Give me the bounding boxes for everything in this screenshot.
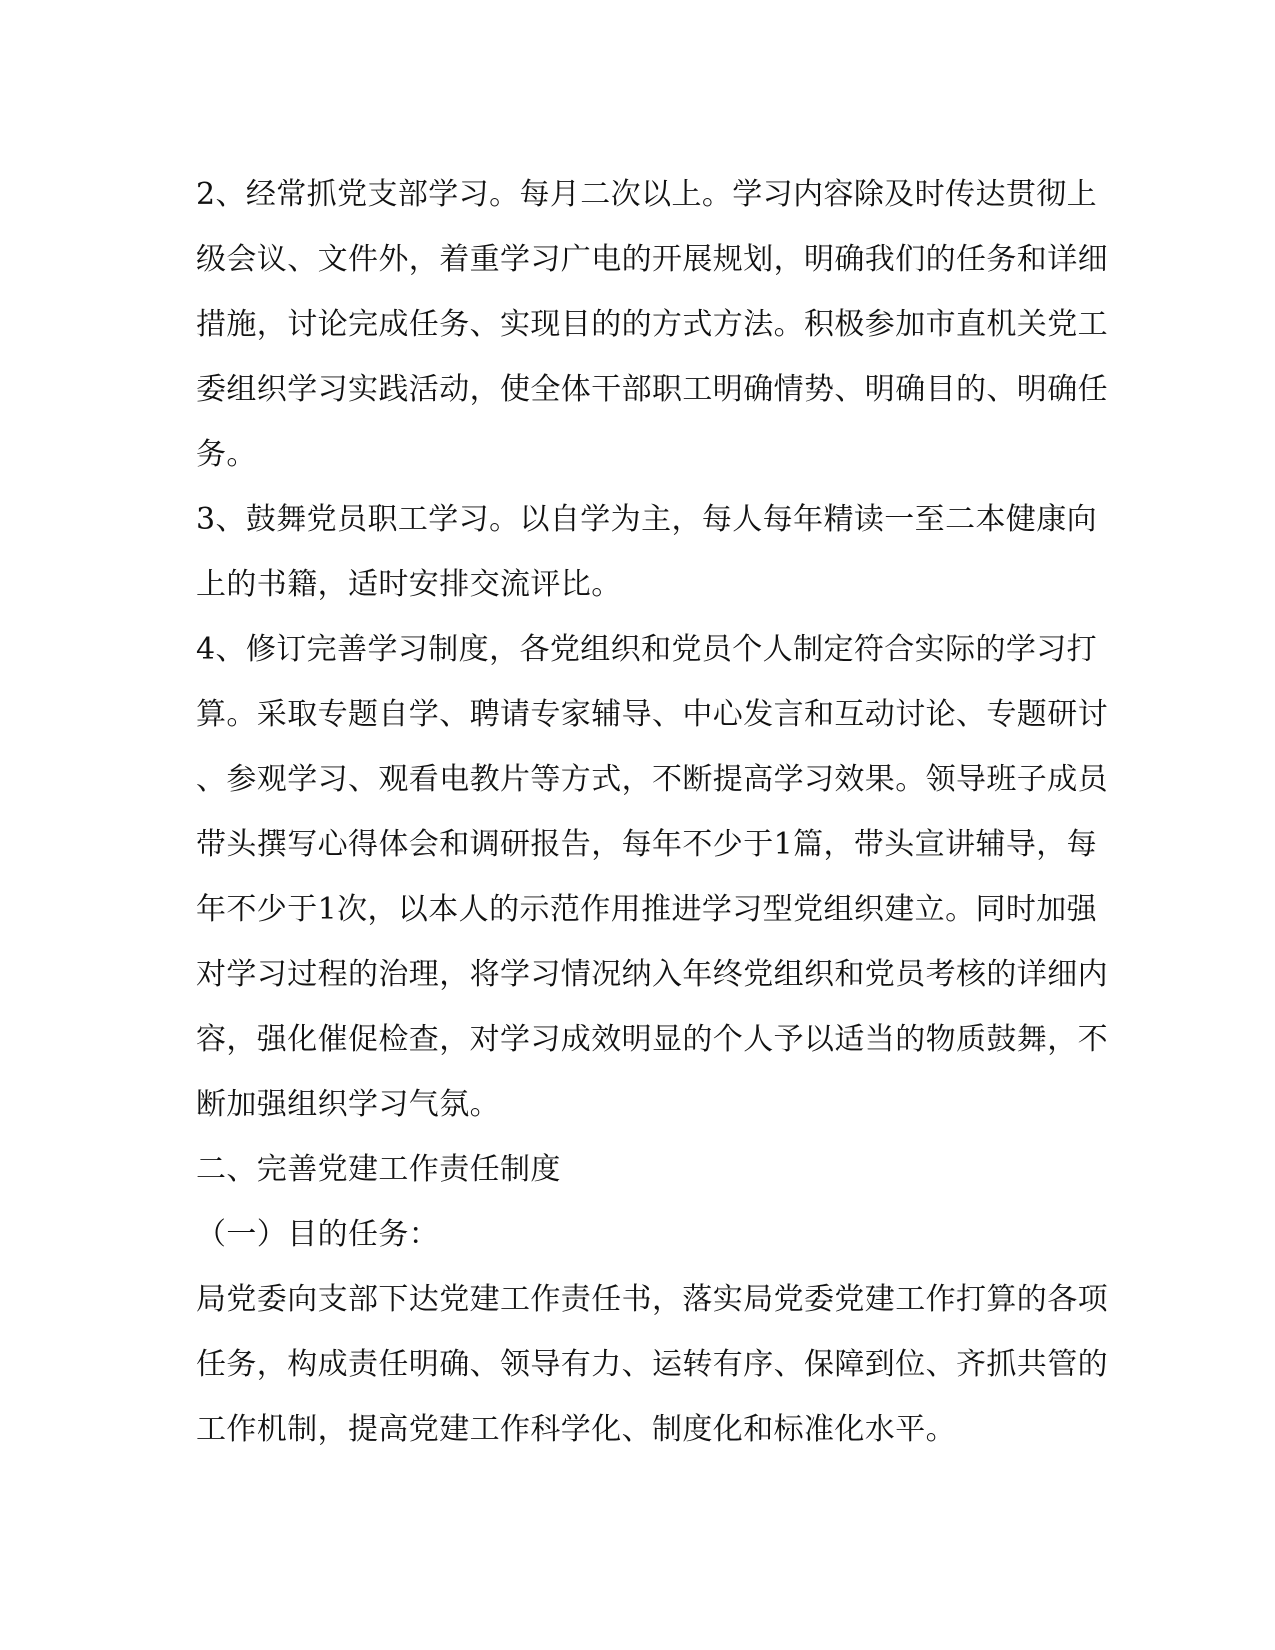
text-line: 工作机制，提高党建工作科学化、制度化和标准化水平。: [196, 1412, 956, 1447]
text-line: 任务，构成责任明确、领导有力、运转有序、保障到位、齐抓共管的: [196, 1347, 1108, 1382]
text-line: 容，强化催促检查，对学习成效明显的个人予以适当的物质鼓舞，不: [196, 1022, 1108, 1057]
text-line: 2、经常抓党支部学习。每月二次以上。学习内容除及时传达贯彻上: [196, 177, 1098, 212]
text-line: 局党委向支部下达党建工作责任书，落实局党委党建工作打算的各项: [196, 1282, 1108, 1317]
text-line: 4、修订完善学习制度，各党组织和党员个人制定符合实际的学习打: [196, 632, 1098, 667]
text-line: 上的书籍，适时安排交流评比。: [196, 567, 622, 602]
text-line: 措施，讨论完成任务、实现目的的方式方法。积极参加市直机关党工: [196, 307, 1108, 342]
subsection-heading: （一）目的任务：: [196, 1217, 440, 1252]
text-line: 对学习过程的治理，将学习情况纳入年终党组织和党员考核的详细内: [196, 957, 1108, 992]
document-body: [196, 162, 1108, 1462]
text-line: 务。: [196, 437, 257, 472]
section-heading: 二、完善党建工作责任制度: [196, 1152, 561, 1187]
text-line: 年不少于1次，以本人的示范作用推进学习型党组织建立。同时加强: [196, 892, 1098, 927]
text-line: 带头撰写心得体会和调研报告，每年不少于1篇，带头宣讲辅导，每: [196, 827, 1098, 862]
text-line: 、参观学习、观看电教片等方式，不断提高学习效果。领导班子成员: [196, 762, 1108, 797]
text-line: 级会议、文件外，着重学习广电的开展规划，明确我们的任务和详细: [196, 242, 1108, 277]
text-line: 委组织学习实践活动，使全体干部职工明确情势、明确目的、明确任: [196, 372, 1108, 407]
text-line: 算。采取专题自学、聘请专家辅导、中心发言和互动讨论、专题研讨: [196, 697, 1108, 732]
text-line: 断加强组织学习气氛。: [196, 1087, 500, 1122]
text-line: 3、鼓舞党员职工学习。以自学为主，每人每年精读一至二本健康向: [196, 502, 1098, 537]
